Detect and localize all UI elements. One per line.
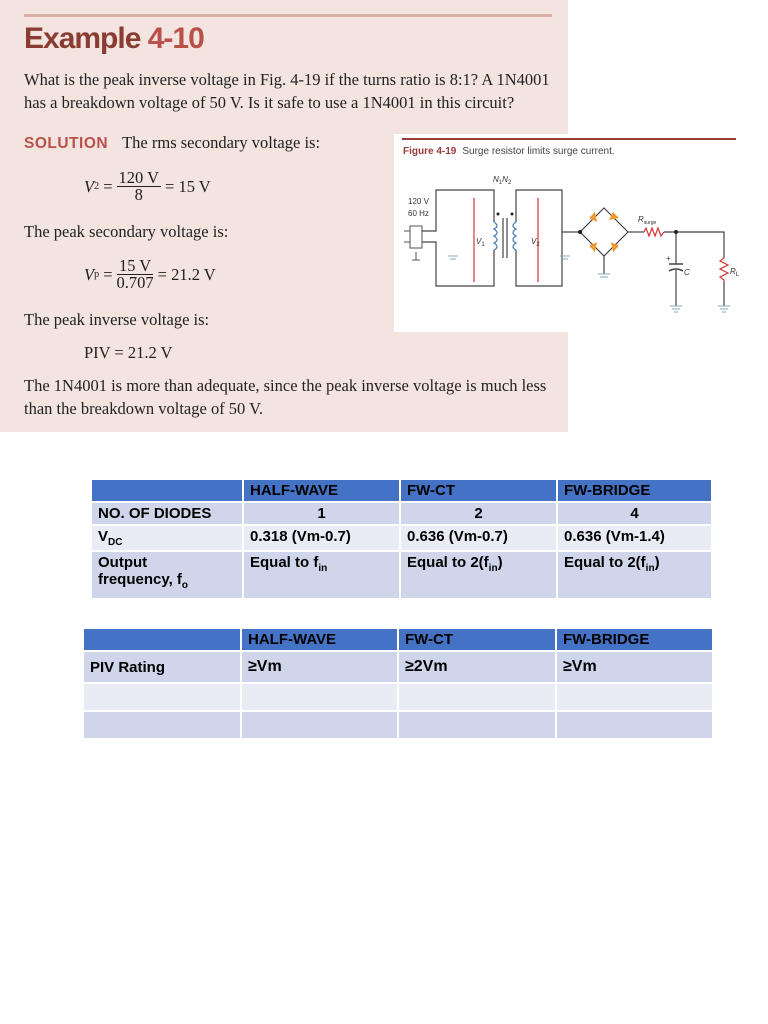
piv-text: The peak inverse voltage is:	[24, 310, 210, 329]
v1-label: $V_1$	[476, 237, 485, 248]
header-half-wave: HALF-WAVE	[241, 628, 398, 651]
rectifier-comparison-table	[90, 478, 713, 600]
figure-caption: Figure 4-19 Surge resistor limits surge current.	[403, 146, 615, 157]
source-frequency-label: 60 Hz	[408, 209, 429, 218]
plug-icon	[404, 226, 422, 260]
ground-icon	[448, 256, 730, 312]
conclusion-text: The 1N4001 is more than adequate, since the peak inverse voltage is much less than the breakdown voltage of 50 V.	[24, 376, 547, 418]
piv-rating-table	[82, 627, 714, 740]
header-fw-ct: FW-CT	[400, 479, 557, 502]
solution-line: SOLUTION The rms secondary voltage is:	[24, 133, 321, 152]
secondary-circuit	[516, 190, 572, 286]
table-header-row	[83, 628, 713, 651]
transformer-coils	[494, 222, 516, 250]
question-text: What is the peak inverse voltage in Fig. 4-19 if the turns ratio is 8:1? A 1N4001 has a breakdown voltage of 50 V. Is it safe to use a 1N4001 in this circuit?	[24, 70, 550, 112]
circuit-diagram	[394, 134, 768, 332]
v2-label: $V_2$	[531, 237, 540, 248]
table-row: PIV Rating ≥Vm ≥2Vm ≥Vm	[83, 651, 713, 683]
header-fw-ct: FW-CT	[398, 628, 556, 651]
plus-label: +	[666, 254, 671, 263]
table-row: Output frequency, $f_o$ Equal to $f_{in}$ Equal to $2(f_{in})$ Equal to $2(f_{in})$	[91, 551, 712, 599]
table-row: $V_{DC}$ 0.318 (Vm-0.7) 0.636 (Vm-0.7) 0.636 (Vm-1.4)	[91, 525, 712, 551]
dot-marker	[497, 213, 500, 216]
figure-4-19	[394, 134, 768, 332]
dot-marker	[511, 213, 514, 216]
surge-resistor	[644, 228, 664, 236]
header-fw-bridge: FW-BRIDGE	[556, 628, 713, 651]
table-header-row	[91, 479, 712, 502]
source-voltage-label: 120 V	[408, 197, 429, 206]
solution-label: SOLUTION	[24, 135, 109, 152]
capacitor-label: C	[684, 268, 690, 277]
load-resistor	[720, 258, 728, 282]
diode-bridge	[572, 208, 628, 274]
example-title: Example 4-10	[24, 22, 204, 55]
load-resistor-label: $R_L$	[730, 267, 740, 278]
header-fw-bridge: FW-BRIDGE	[557, 479, 712, 502]
table-row	[83, 711, 713, 739]
table-row: NO. OF DIODES 1 2 4	[91, 502, 712, 525]
turns-label: $N_1N_2$	[493, 175, 512, 186]
piv-equation: PIV = 21.2 V	[84, 343, 173, 362]
diode-icon	[589, 212, 619, 252]
equation-peak: V p = $\frac{15 V}{0.707}$ = 21.2 V	[84, 256, 216, 292]
equation-rms: V 2 = $\frac{120 V}{8}$ = 15 V	[84, 168, 211, 204]
surge-resistor-label: $R_{surge}$	[638, 215, 657, 226]
top-divider	[24, 14, 552, 17]
primary-circuit	[422, 190, 494, 286]
peak-text: The peak secondary voltage is:	[24, 222, 229, 241]
table-row	[83, 683, 713, 711]
header-half-wave: HALF-WAVE	[243, 479, 400, 502]
